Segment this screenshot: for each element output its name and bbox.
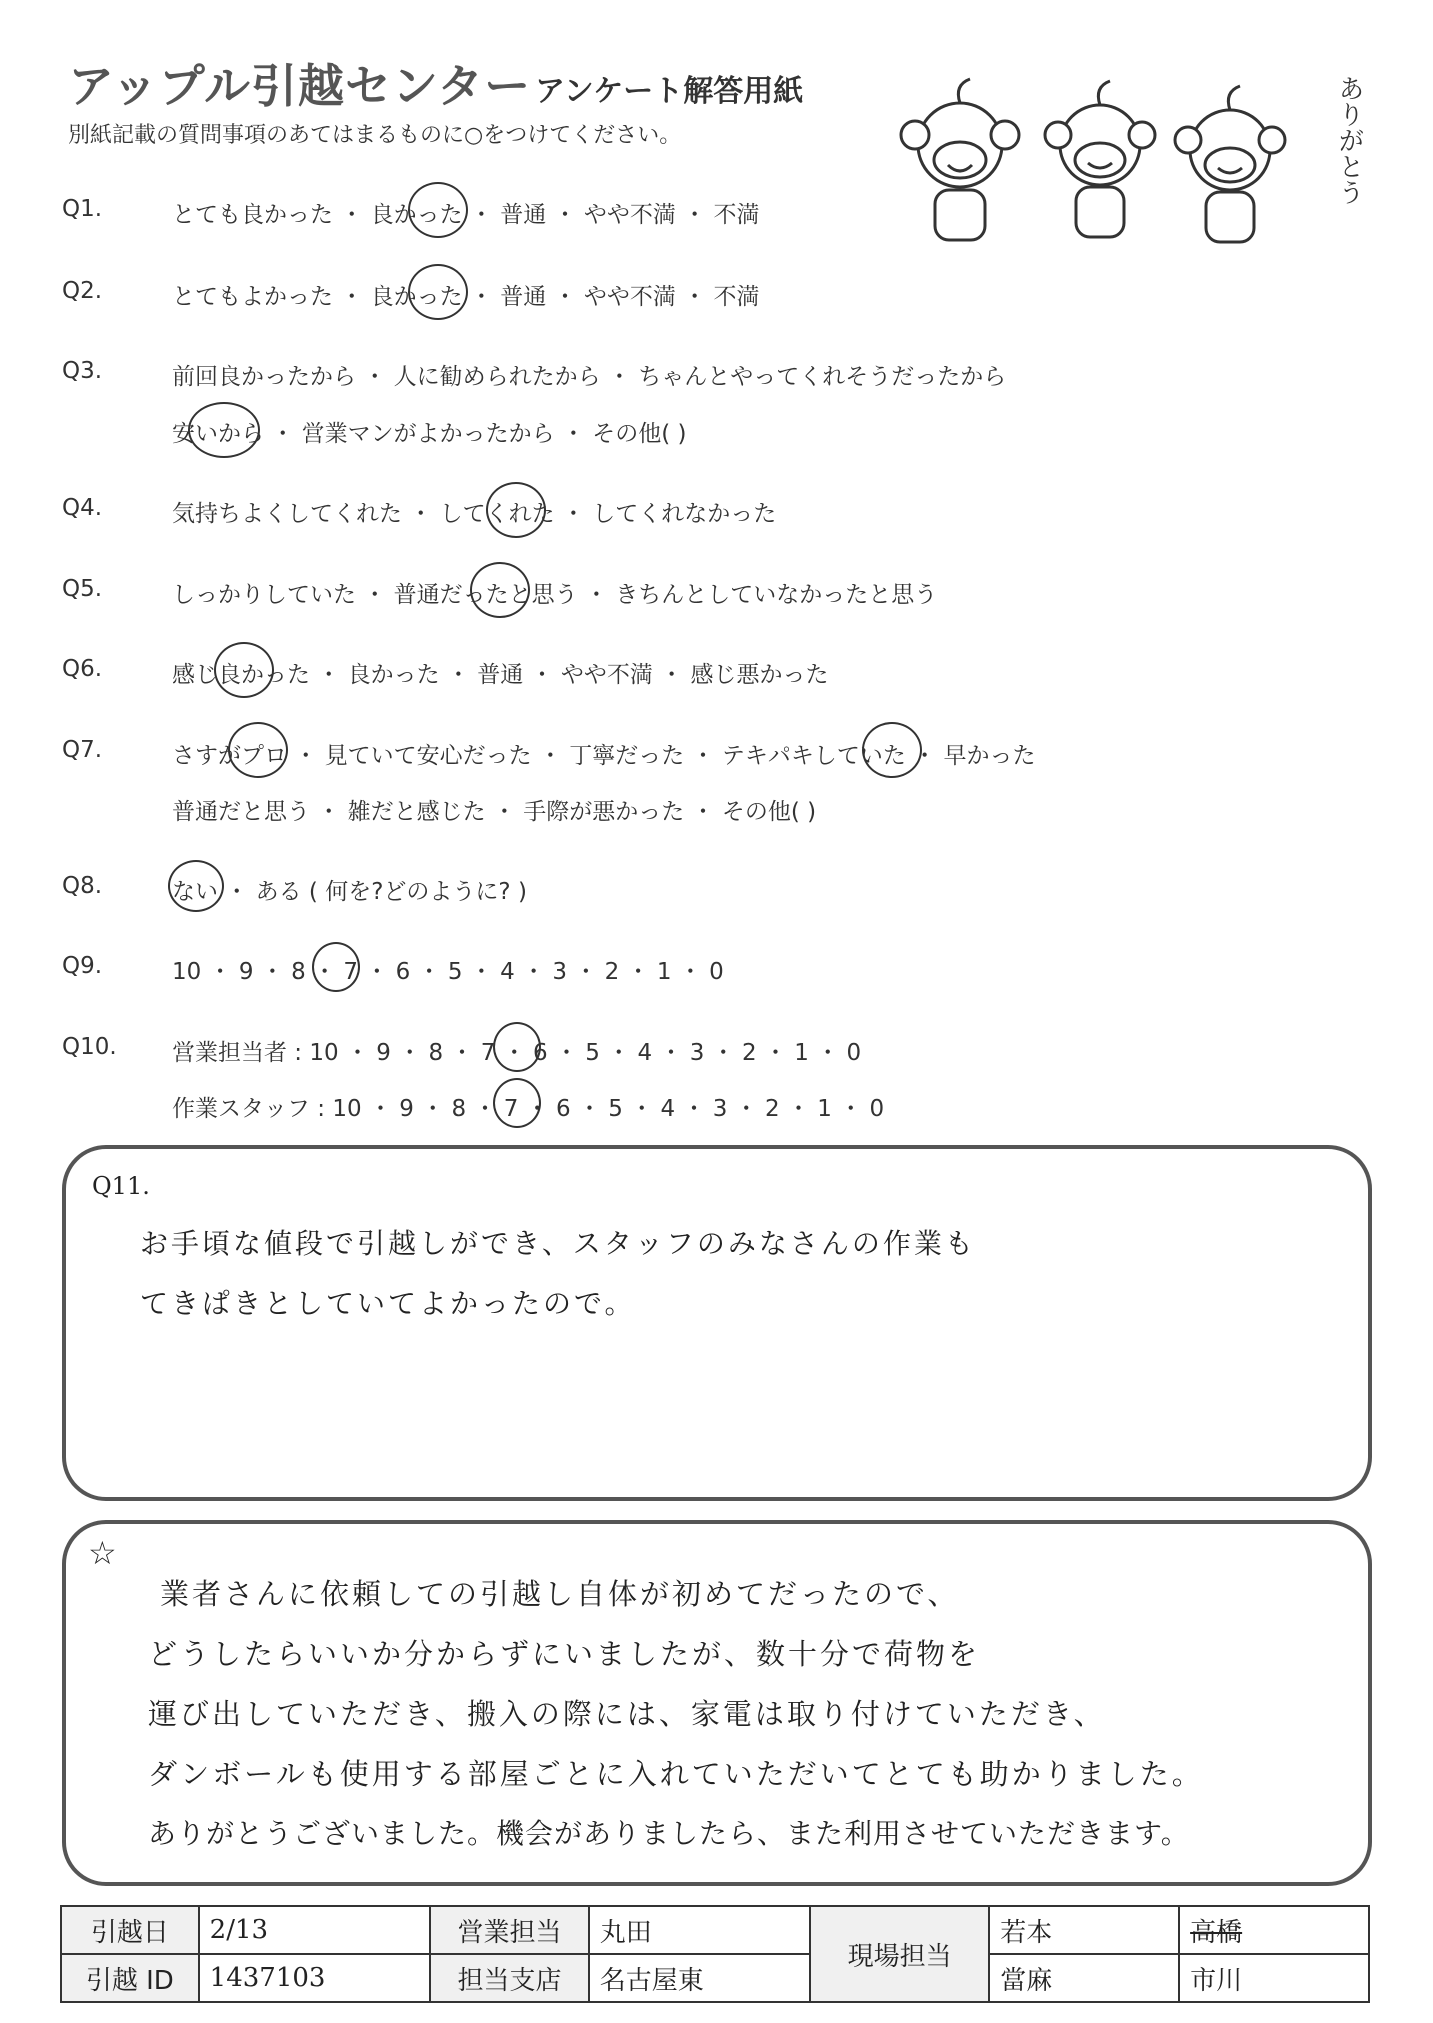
question-label: Q9. [62, 953, 103, 979]
comment-line: ダンボールも使用する部屋ごとに入れていただいてとても助かりました。 [148, 1757, 1204, 1791]
selected-answer-circle [228, 722, 288, 778]
form-subtitle: アンケート解答用紙 [535, 74, 804, 109]
branch-value: 名古屋東 [589, 1954, 810, 2002]
move-id-label: 引越 ID [61, 1954, 199, 2002]
answer-options[interactable]: とてもよかった ・ 良かった ・ 普通 ・ やや不満 ・ 不満 [172, 284, 760, 310]
sales-label: 営業担当 [430, 1906, 589, 1954]
move-id-value: 1437103 [199, 1954, 431, 2002]
answer-options[interactable]: とても良かった ・ 良かった ・ 普通 ・ やや不満 ・ 不満 [172, 202, 760, 228]
question-label: Q6. [62, 656, 103, 682]
question-label: Q7. [62, 737, 103, 763]
site-staff-name: 高橋 [1179, 1906, 1369, 1954]
star-icon: ☆ [88, 1534, 117, 1572]
selected-answer-circle [470, 562, 530, 618]
comment-line: 運び出していただき、搬入の際には、家電は取り付けていただき、 [148, 1697, 1106, 1731]
q11-label: Q11. [92, 1172, 150, 1200]
move-date-value: 2/13 [199, 1906, 431, 1954]
question-label: Q2. [62, 278, 103, 304]
rating-scale[interactable]: 営業担当者 : 10 ・ 9 ・ 8 ・ 7 ・ 6 ・ 5 ・ 4 ・ 3 ・ 2 ・ 1 ・ 0 [172, 1040, 862, 1066]
answer-options[interactable]: 気持ちよくしてくれた ・ してくれた ・ してくれなかった [172, 501, 777, 527]
question-label: Q3. [62, 358, 103, 384]
move-info-table [60, 1905, 1370, 2003]
instruction-text: 別紙記載の質問事項のあてはまるものに○をつけてください。 [68, 123, 682, 148]
answer-options[interactable]: 感じ良かった ・ 良かった ・ 普通 ・ やや不満 ・ 感じ悪かった [172, 662, 829, 688]
answer-options[interactable]: 前回良かったから ・ 人に勧められたから ・ ちゃんとやってくれそうだったから [172, 364, 1007, 390]
selected-answer-circle [408, 264, 468, 320]
monkey-icon [901, 79, 1019, 240]
q11-answer-box[interactable] [62, 1145, 1372, 1501]
site-staff-name: 若本 [989, 1906, 1179, 1954]
question-label: Q5. [62, 576, 103, 602]
comment-line: 業者さんに依頼しての引越し自体が初めてだったので、 [160, 1577, 960, 1611]
question-label: Q4. [62, 495, 103, 521]
rating-scale[interactable]: 作業スタッフ : 10 ・ 9 ・ 8 ・ 7 ・ 6 ・ 5 ・ 4 ・ 3 ・ 2 ・ 1 ・ 0 [172, 1096, 885, 1122]
mascot-text: ありがとう [1334, 75, 1364, 205]
mascot-illustration [880, 55, 1350, 255]
selected-answer-circle [188, 402, 260, 458]
selected-answer-circle [486, 482, 546, 538]
selected-answer-circle [493, 1078, 541, 1128]
selected-answer-circle [862, 722, 922, 778]
answer-options[interactable]: しっかりしていた ・ 普通だったと思う ・ きちんとしていなかったと思う [172, 582, 938, 608]
site-staff-name: 市川 [1179, 1954, 1369, 2002]
rating-scale[interactable]: 10 ・ 9 ・ 8 ・ 7 ・ 6 ・ 5 ・ 4 ・ 3 ・ 2 ・ 1 ・ 0 [172, 959, 724, 985]
selected-answer-circle [312, 942, 360, 992]
question-label: Q1. [62, 196, 103, 222]
company-title: アップル引越センター [68, 59, 532, 113]
site-staff-label: 現場担当 [810, 1906, 989, 2002]
monkey-icon [1045, 81, 1155, 237]
branch-label: 担当支店 [430, 1954, 589, 2002]
selected-answer-circle [214, 642, 274, 698]
comment-line: どうしたらいいか分からずにいましたが、数十分で荷物を [148, 1637, 981, 1671]
sales-value: 丸田 [589, 1906, 810, 1954]
selected-answer-circle [168, 860, 224, 912]
q11-answer-line: お手頃な値段で引越しができ、スタッフのみなさんの作業も [140, 1227, 976, 1260]
question-label: Q10. [62, 1034, 117, 1060]
comment-line: ありがとうございました。機会がありましたら、また利用させていただきます。 [148, 1817, 1190, 1850]
answer-options[interactable]: 安いから ・ 営業マンがよかったから ・ その他( ) [172, 421, 687, 447]
question-label: Q8. [62, 873, 103, 899]
selected-answer-circle [493, 1022, 541, 1072]
monkey-icon [1175, 86, 1285, 242]
q11-answer-line: てきぱきとしていてよかったので。 [140, 1287, 636, 1320]
site-staff-name: 當麻 [989, 1954, 1179, 2002]
answer-options[interactable]: ない ・ ある ( 何を?どのように? ) [172, 879, 527, 905]
move-date-label: 引越日 [61, 1906, 199, 1954]
selected-answer-circle [408, 182, 468, 238]
answer-options[interactable]: 普通だと思う ・ 雑だと感じた ・ 手際が悪かった ・ その他( ) [172, 799, 817, 825]
answer-options[interactable]: さすがプロ ・ 見ていて安心だった ・ 丁寧だった ・ テキパキしていた ・ 早かった [172, 743, 1036, 769]
